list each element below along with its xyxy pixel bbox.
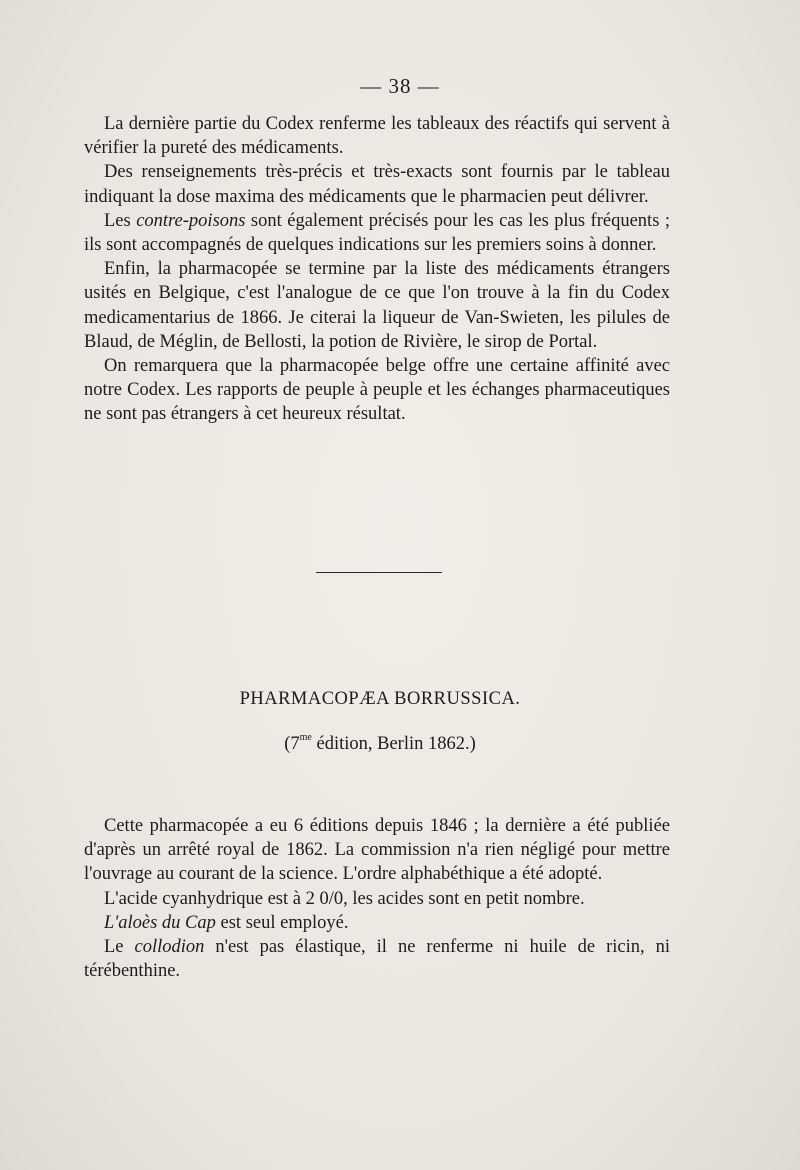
paragraph: Enfin, la pharmacopée se termine par la liste des médicaments étrangers usités en Belgique, c'est l'analogue de ce que l'on trouve à la fin du Codex medicamentarius de 1866. Je citerai la liqueur de Van-Swieten, les pilules de Blaud, de Méglin, de Bellosti, la potion de Rivière, le sirop de Portal.: [84, 259, 670, 352]
italic-term: collodion: [134, 937, 205, 958]
paragraph: On remarquera que la pharmacopée belge offre une certaine affinité avec notre Codex. Les rapports de peuple à peuple et les échanges pharmaceutiques ne sont pas étrangers à cet heureux résultat.: [84, 356, 670, 425]
paragraph: [84, 209, 670, 257]
text-run: est seul employé.: [215, 912, 349, 933]
paragraph: L'acide cyanhydrique est à 2 0/0, les acides sont en petit nombre.: [104, 888, 585, 909]
page-number: — 38 —: [360, 74, 440, 98]
paragraph: La dernière partie du Codex renferme les tableaux des réactifs qui servent à vérifier la pureté des médicaments.: [84, 114, 670, 159]
paragraph: [84, 911, 670, 935]
text-run: Des renseignements très-précis et très-exacts sont fournis par le tableau indiquant la dose maxima des médicaments que le pharmacien peut délivrer.: [84, 162, 670, 207]
text-block-borrussica: [84, 814, 670, 983]
text-run: Le: [104, 937, 135, 958]
text-block-codex: [84, 112, 670, 427]
italic-term: contre-poisons: [136, 210, 246, 231]
paragraph: [84, 160, 670, 208]
section-divider: [316, 572, 442, 573]
italic-term: L'aloès du Cap: [104, 912, 216, 933]
paragraph: [84, 935, 670, 983]
section-heading: PHARMACOPÆA BORRUSSICA.: [239, 689, 521, 709]
paragraph: Cette pharmacopée a eu 6 éditions depuis 1846 ; la dernière a été publiée d'après un arrêté royal de 1862. La commission n'a rien négligé pour mettre l'ouvrage au courant de la science. L'ordre alphabéthique a été adopté.: [84, 816, 670, 885]
ordinal-superscript: me: [299, 732, 312, 743]
text-run: sont également précisés pour les cas les plus fréquents ; ils sont accompagnés de quelques indications sur les premiers soins à donner.: [84, 210, 670, 256]
text-run: Les: [104, 210, 137, 231]
text-run: n'est pas élastique, il ne renferme ni huile de ricin, ni térébenthine.: [84, 937, 670, 982]
edition-subheading: [0, 734, 760, 755]
subheading-open: (7: [284, 734, 300, 754]
subheading-rest: édition, Berlin 1862.): [311, 734, 476, 754]
